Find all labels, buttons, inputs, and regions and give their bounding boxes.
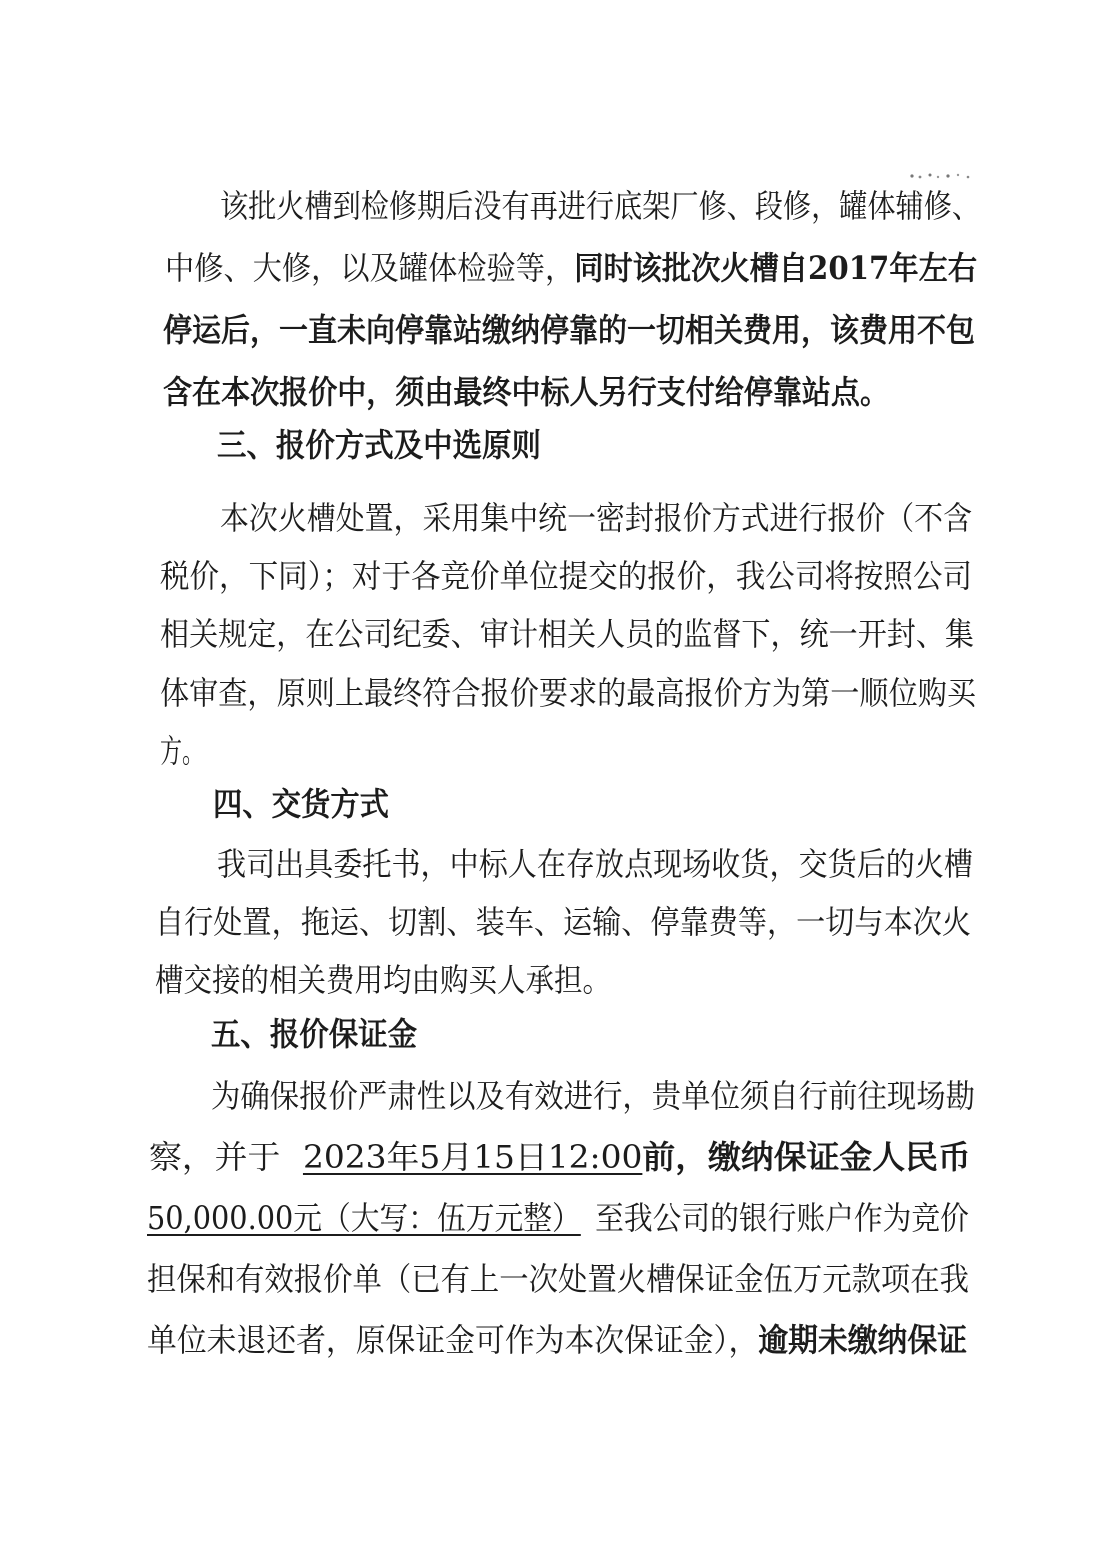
fixing-line-2-text: 中修、大修，以及罐体检验等， [165,249,575,287]
section-4-line-3: 槽交接的相关费用均由购买人承担。 [155,961,612,999]
section-3-line-3: 相关规定，在公司纪委、审计相关人员的监督下，统一开封、集 [160,615,975,653]
section-3-line-5: 方。 [160,732,205,770]
section-5-line-5-bold: 逾期未缴纳保证 [758,1321,968,1359]
section-4-heading: 四、交货方式 [213,785,390,823]
section-3-line-2: 税价，下同）；对于各竞价单位提交的报价，我公司将按照公司 [160,557,973,595]
section-5-line-3-text: 至我公司的银行账户作为竞价 [595,1199,969,1237]
deadline-date: 2023年5月15日12:00 [302,1138,643,1176]
section-3-line-1: 本次火槽处置，采用集中统一密封报价方式进行报价（不含 [220,499,973,537]
section-5-line-2-text: 察，并于 [149,1138,281,1176]
section-5-line-5-text: 单位未退还者，原保证金可作为本次保证金）， [147,1321,759,1359]
section-5-line-2-bold: 前，缴纳保证金人民币 [642,1138,971,1176]
fixing-line-3: 停运后，一直未向停靠站缴纳停靠的一切相关费用，该费用不包 [163,311,976,349]
scan-noise-mark [908,172,972,180]
section-3-heading: 三、报价方式及中选原则 [217,426,542,464]
section-5-line-4: 担保和有效报价单（已有上一次处置火槽保证金伍万元款项在我 [147,1260,970,1298]
section-3-line-4: 体审查，原则上最终符合报价要求的最高报价方为第一顺位购买 [160,674,977,712]
section-5-line-5 [147,1320,967,1360]
section-5-line-2 [149,1137,971,1177]
section-4-line-1: 我司出具委托书，中标人在存放点现场收货，交货后的火槽 [217,845,974,883]
fixing-line-2 [165,248,977,288]
fixing-line-2-bold: 同时该批次火槽自2017年左右 [574,249,978,287]
section-4-line-2: 自行处置，拖运、切割、装车、运输、停靠费等，一切与本次火 [155,903,972,941]
deposit-amount: 50,000.00元（大写：伍万元整） [147,1199,581,1237]
section-5-line-1: 为确保报价严肃性以及有效进行，贵单位须自行前往现场勘 [211,1077,976,1115]
section-5-heading: 五、报价保证金 [211,1015,418,1053]
section-5-line-3 [147,1198,969,1238]
fixing-line-4: 含在本次报价中，须由最终中标人另行支付给停靠站点。 [163,373,890,411]
fixing-line-1: 该批火槽到检修期后没有再进行底架厂修、段修，罐体辅修、 [220,187,981,225]
